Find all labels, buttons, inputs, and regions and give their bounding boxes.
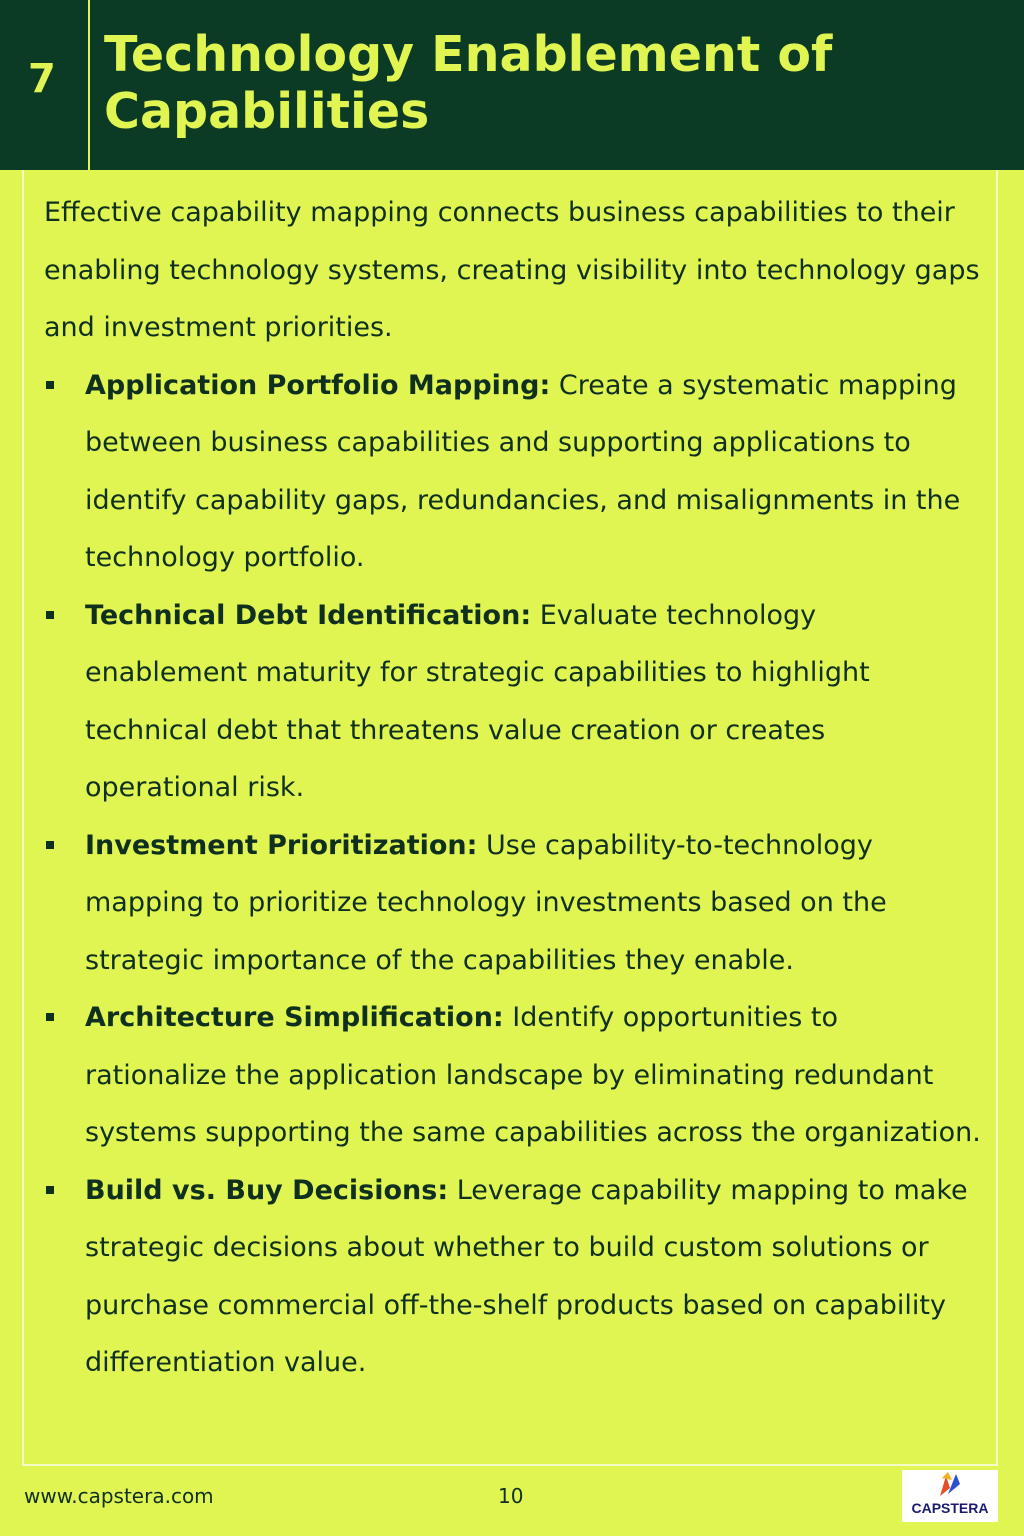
bullet-list xyxy=(44,357,984,1392)
page-header xyxy=(0,0,1024,170)
page-title-line-1: Technology Enablement of xyxy=(104,26,833,83)
bullet-heading: Architecture Simplification: xyxy=(85,1002,504,1033)
intro-paragraph: Effective capability mapping connects business capabilities to their enabling technology systems, creating visibility into technology gaps and investment priorities. xyxy=(44,197,980,343)
square-bullet-icon xyxy=(46,381,54,389)
footer-website-link[interactable]: www.capstera.com xyxy=(24,1484,214,1508)
bullet-text: Create a systematic mapping between business capabilities and supporting applications to identify capability gaps, redundancies, and misalignments in the technology portfolio. xyxy=(85,369,961,573)
bullet-text: Evaluate technology enablement maturity for strategic capabilities to highlight technical debt that threatens value creation or creates operational risk. xyxy=(85,599,870,803)
list-item xyxy=(44,587,984,817)
bullet-heading: Technical Debt Identification: xyxy=(85,599,532,631)
bullet-heading: Application Portfolio Mapping: xyxy=(85,369,551,401)
square-bullet-icon xyxy=(46,1013,54,1021)
bullet-text: Use capability-to-technology mapping to prioritize technology investments based on the strategic importance of the capabilities they enable. xyxy=(85,829,887,976)
list-item xyxy=(44,817,984,990)
list-item xyxy=(44,989,984,1162)
page-number: 10 xyxy=(498,1484,524,1508)
content-body xyxy=(44,184,984,1392)
page-title xyxy=(104,26,904,140)
bullet-heading: Investment Prioritization: xyxy=(85,829,478,861)
bullet-text: Identify opportunities to rationalize the application landscape by eliminating redundant systems supporting the same capabilities across the organization. xyxy=(85,1002,981,1148)
logo-text: CAPSTERA xyxy=(911,1500,989,1516)
bullet-heading: Build vs. Buy Decisions: xyxy=(85,1174,449,1206)
square-bullet-icon xyxy=(46,1186,54,1194)
bullet-text: Leverage capability mapping to make strategic decisions about whether to build custom solutions or purchase commercial off-the-shelf products based on capability differentiation value. xyxy=(85,1174,968,1378)
page-title-line-2: Capabilities xyxy=(104,83,430,140)
square-bullet-icon xyxy=(46,841,54,849)
list-item xyxy=(44,1162,984,1392)
header-divider xyxy=(88,0,90,170)
list-item xyxy=(44,357,984,587)
section-number: 7 xyxy=(28,56,56,102)
square-bullet-icon xyxy=(46,611,54,619)
capstera-logo-mark xyxy=(902,1470,998,1500)
capstera-logo xyxy=(902,1470,998,1522)
